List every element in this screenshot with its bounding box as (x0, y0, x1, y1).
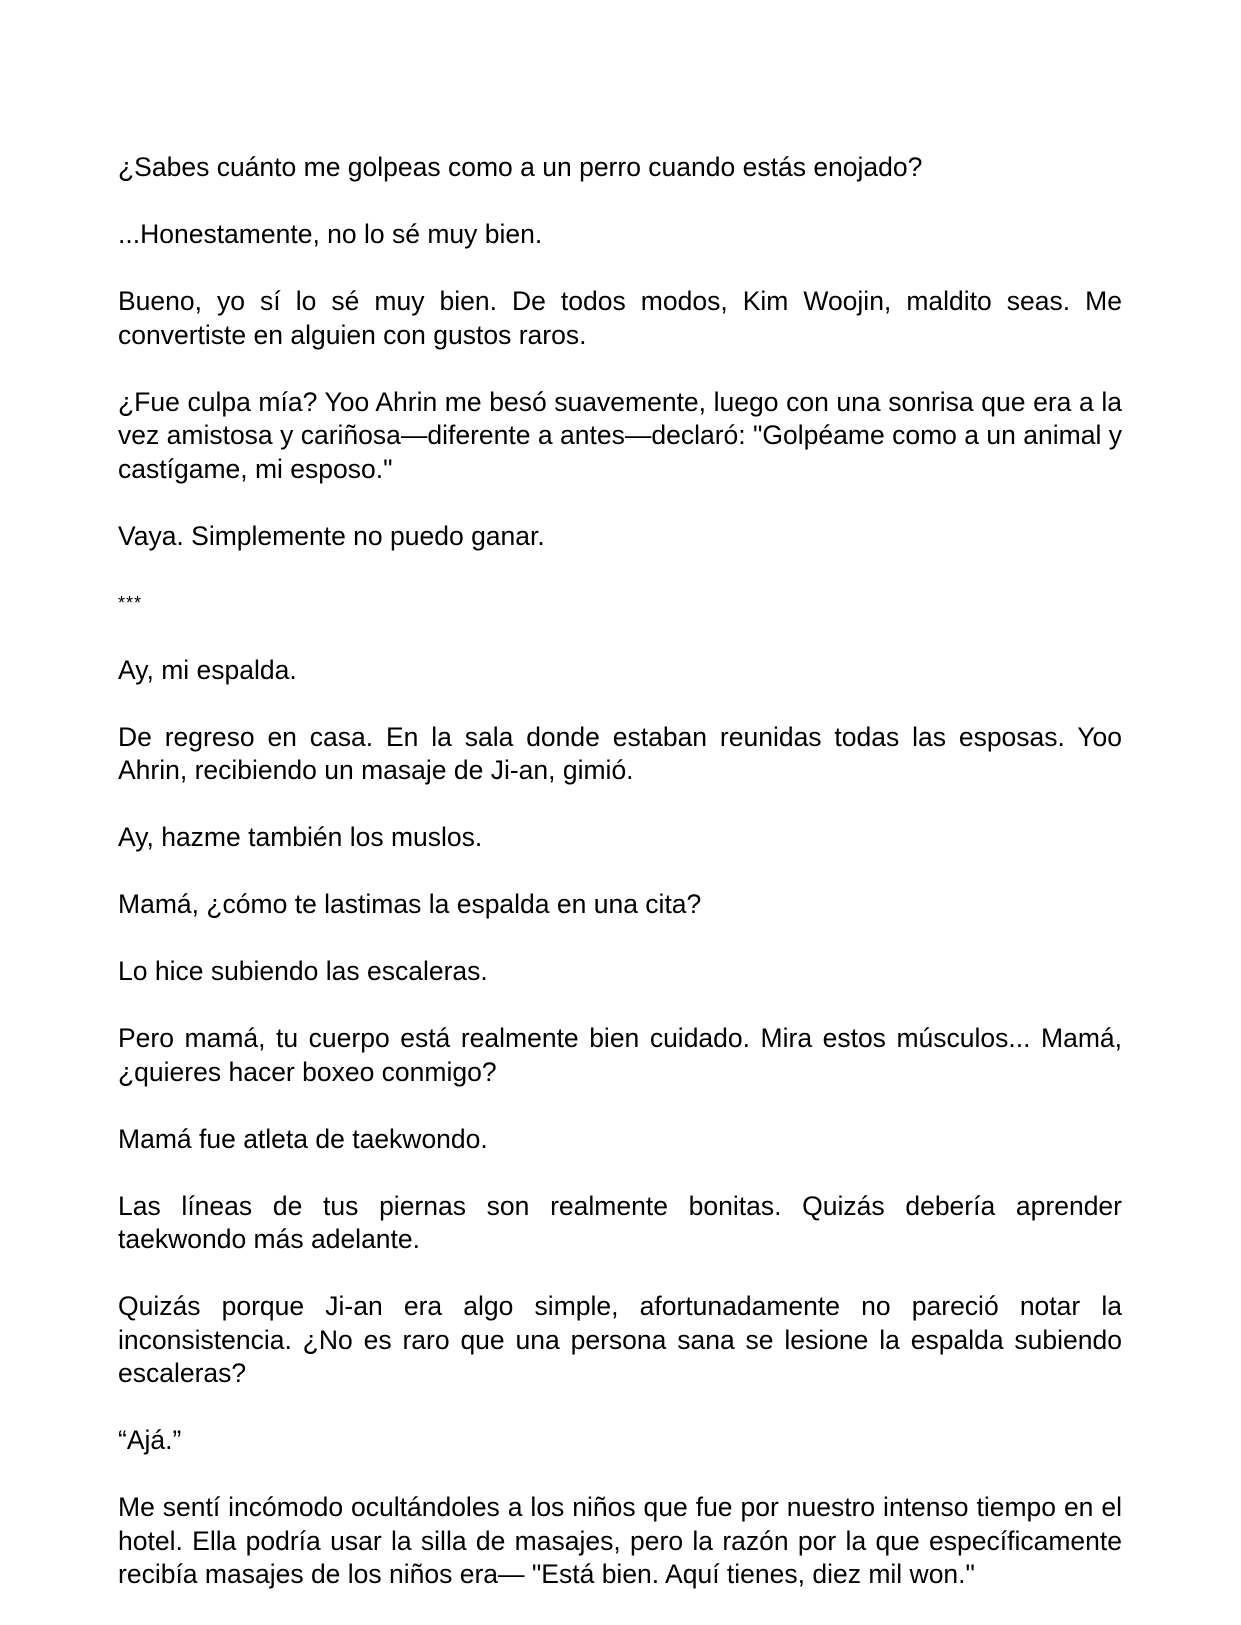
paragraph-10: Mamá, ¿cómo te lastimas la espalda en una cita? (118, 889, 702, 919)
paragraph-5: Vaya. Simplemente no puedo ganar. (118, 520, 545, 551)
paragraph-13: Mamá fue atleta de taekwondo. (118, 1123, 488, 1154)
paragraph-2: ...Honestamente, no lo sé muy bien. (118, 219, 543, 249)
paragraph-1: ¿Sabes cuánto me golpeas como a un perro cuando estás enojado? (118, 152, 923, 182)
paragraph-17: Me sentí incómodo ocultándoles a los niños que fue por nuestro intenso tiempo en el hotel. Ella podría usar la silla de masajes, pero la razón por la que específicamente recibía masajes de los niños era— "Está bien. Aquí tienes, diez mil won." (118, 1492, 1122, 1589)
paragraph-3: Bueno, yo sí lo sé muy bien. De todos modos, Kim Woojin, maldito seas. Me convertiste en alguien con gustos raros. (118, 286, 1122, 350)
paragraph-11: Lo hice subiendo las escaleras. (118, 956, 488, 986)
document-page (118, 151, 1122, 1625)
paragraph-8: De regreso en casa. En la sala donde estaban reunidas todas las esposas. Yoo Ahrin, recibiendo un masaje de Ji-an, gimió. (118, 721, 1122, 785)
scene-separator: *** (118, 592, 143, 613)
paragraph-4: ¿Fue culpa mía? Yoo Ahrin me besó suavemente, luego con una sonrisa que era a la vez amistosa y cariñosa—diferente a antes—declaró: "Golpéame como a un animal y castígame, mi esposo." (118, 386, 1122, 484)
paragraph-7: Ay, mi espalda. (118, 654, 297, 685)
paragraph-12: Pero mamá, tu cuerpo está realmente bien cuidado. Mira estos músculos... Mamá, ¿quieres hacer boxeo conmigo? (118, 1023, 1122, 1087)
paragraph-16: “Ajá.” (118, 1425, 182, 1455)
paragraph-15: Quizás porque Ji-an era algo simple, afortunadamente no pareció notar la inconsistencia. ¿No es raro que una persona sana se lesione la espalda subiendo escaleras? (118, 1291, 1122, 1388)
paragraph-14: Las líneas de tus piernas son realmente bonitas. Quizás debería aprender taekwondo más adelante. (118, 1190, 1122, 1254)
paragraph-9: Ay, hazme también los muslos. (118, 822, 483, 852)
